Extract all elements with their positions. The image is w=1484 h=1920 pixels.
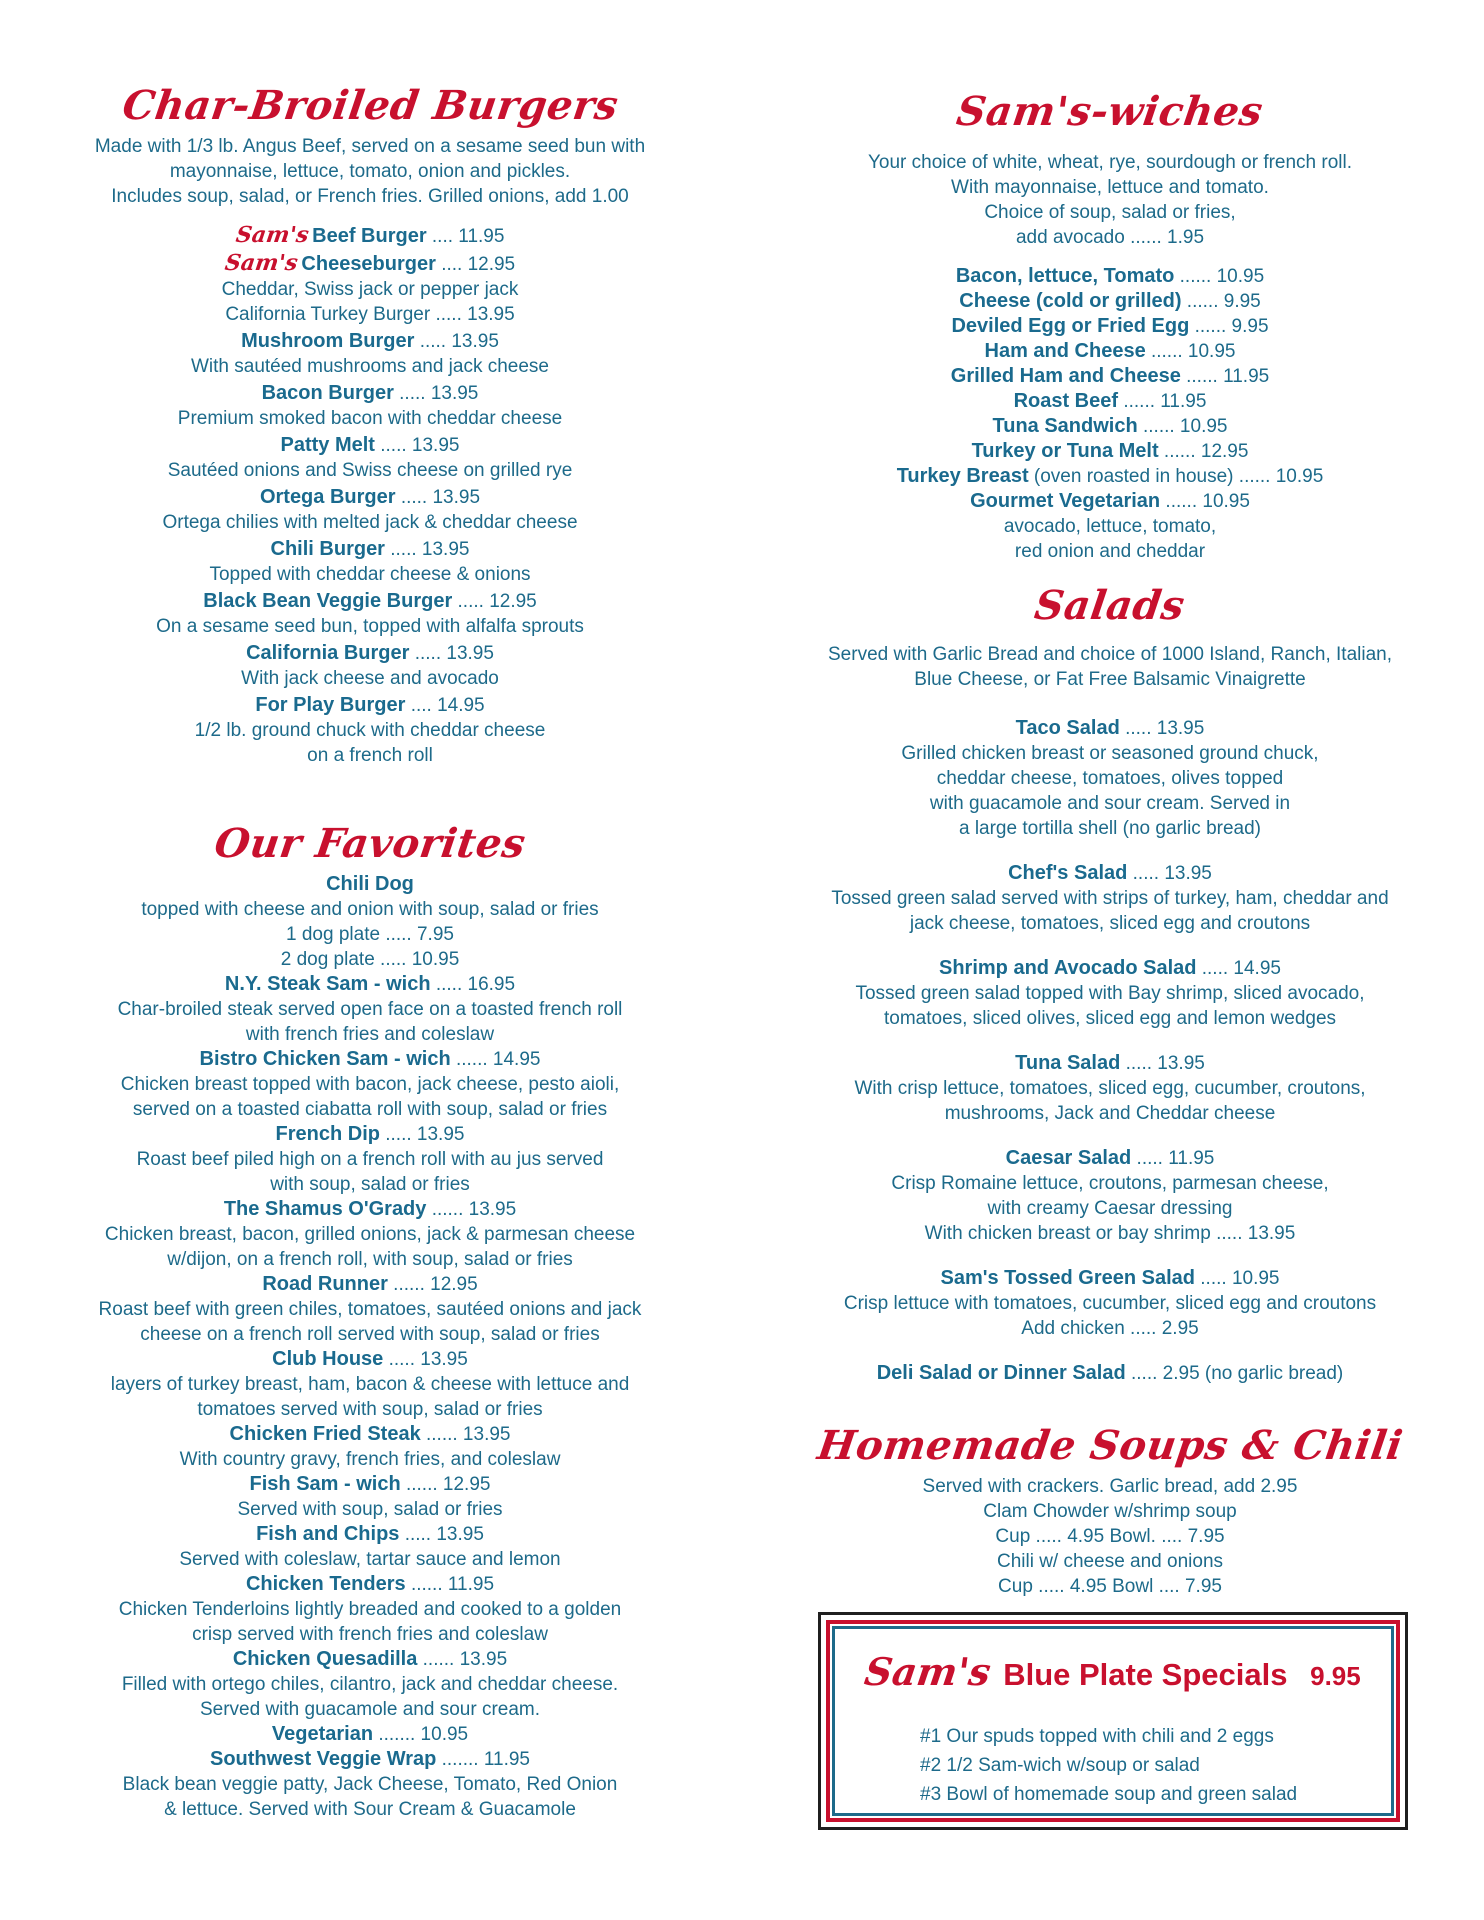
salads-list	[800, 716, 1420, 1406]
menu-item-description: crisp served with french fries and coleslaw	[192, 1624, 548, 1645]
menu-item-price: ..... 13.95	[1125, 1053, 1205, 1074]
menu-item-heading	[800, 464, 1420, 489]
specials-item: #1 Our spuds topped with chili and 2 eggs	[920, 1726, 1274, 1747]
menu-item-heading	[800, 1051, 1420, 1076]
menu-item-heading	[70, 223, 670, 249]
left-column	[70, 84, 670, 1822]
menu-item-price: ...... 14.95	[455, 1049, 541, 1070]
menu-item-description: topped with cheese and onion with soup, salad or fries	[141, 899, 599, 920]
menu-item	[800, 1146, 1420, 1266]
menu-item-price: ..... 11.95	[1136, 1148, 1215, 1169]
menu-item-price: ...... 13.95	[425, 1424, 511, 1445]
menu-item	[70, 381, 670, 433]
menu-item	[70, 1572, 670, 1647]
menu-item-name: Club House	[272, 1348, 384, 1370]
samwiches-intro-line: add avocado ...... 1.95	[1015, 227, 1205, 248]
menu-item	[800, 956, 1420, 1051]
soups-line: Clam Chowder w/shrimp soup	[983, 1501, 1237, 1522]
menu-item-heading	[800, 1266, 1420, 1291]
menu-item-price: ...... 11.95	[1186, 366, 1270, 387]
samwiches-intro-line: With mayonnaise, lettuce and tomato.	[951, 177, 1269, 198]
menu-item	[70, 972, 670, 1047]
menu-item-heading	[70, 1472, 670, 1497]
menu-item-price: ...... 9.95	[1194, 316, 1269, 337]
soups-section	[800, 1424, 1420, 1599]
menu-item-description: Crisp lettuce with tomatoes, cucumber, sliced egg and croutons	[843, 1293, 1377, 1314]
menu-item	[800, 1266, 1420, 1361]
menu-item-description: Sautéed onions and Swiss cheese on grilled rye	[167, 460, 573, 481]
menu-item-heading	[800, 314, 1420, 339]
samwiches-intro-line: Your choice of white, wheat, rye, sourdough or french roll.	[867, 152, 1353, 173]
menu-item-description: tomatoes, sliced olives, sliced egg and lemon wedges	[883, 1008, 1337, 1029]
menu-item-description: tomatoes served with soup, salad or fries	[197, 1399, 543, 1420]
menu-item	[800, 439, 1420, 464]
menu-item	[800, 264, 1420, 289]
menu-item-heading	[800, 414, 1420, 439]
menu-item-description: with creamy Caesar dressing	[987, 1198, 1233, 1219]
menu-item-heading	[70, 972, 670, 997]
menu-item-name: Bacon Burger	[261, 382, 394, 404]
burgers-intro-line: Made with 1/3 lb. Angus Beef, served on a sesame seed bun with	[94, 136, 646, 157]
favorites-list	[70, 872, 670, 1822]
menu-item	[70, 1347, 670, 1422]
menu-item	[70, 1722, 670, 1747]
menu-item-description: Roast beef piled high on a french roll with au jus served	[136, 1149, 604, 1170]
favorites-section	[70, 822, 670, 1822]
menu-item	[70, 1422, 670, 1472]
menu-item-price: ....... 10.95	[378, 1724, 469, 1745]
menu-item	[800, 1361, 1420, 1406]
menu-item-description: With sautéed mushrooms and jack cheese	[190, 356, 549, 377]
soups-line: Served with crackers. Garlic bread, add 2.95	[922, 1476, 1298, 1497]
menu-item-heading	[70, 381, 670, 406]
menu-item-description: mushrooms, Jack and Cheddar cheese	[944, 1103, 1276, 1124]
menu-item-price: (oven roasted in house) ...... 10.95	[1033, 466, 1324, 487]
menu-item-name: Beef Burger	[312, 225, 427, 247]
menu-item	[70, 1472, 670, 1522]
menu-item-price: ...... 10.95	[1142, 416, 1228, 437]
menu-item-description: avocado, lettuce, tomato,	[1003, 516, 1217, 537]
menu-item-price: .... 12.95	[441, 254, 516, 275]
menu-item-heading	[800, 439, 1420, 464]
menu-item-name: Fish and Chips	[256, 1523, 400, 1545]
menu-item-price: ..... 13.95	[385, 1124, 465, 1145]
menu-item-description: w/dijon, on a french roll, with soup, salad or fries	[167, 1249, 573, 1270]
specials-heading	[830, 1649, 1396, 1696]
menu-item-description: With country gravy, french fries, and coleslaw	[179, 1449, 561, 1470]
menu-item-heading	[70, 1522, 670, 1547]
menu-item-name: Cheeseburger	[301, 253, 436, 275]
menu-item-name: Roast Beef	[1013, 390, 1119, 412]
menu-item-heading	[800, 1361, 1420, 1386]
menu-item	[70, 485, 670, 537]
menu-item-brand: Sam's	[233, 222, 311, 248]
menu-item-description: Served with guacamole and sour cream.	[199, 1699, 541, 1720]
menu-item-name: Chicken Fried Steak	[229, 1423, 421, 1445]
menu-item-name: Deviled Egg or Fried Egg	[951, 315, 1190, 337]
menu-item-description: red onion and cheddar	[1014, 541, 1206, 562]
menu-item-description: Filled with ortego chiles, cilantro, jack and cheddar cheese.	[121, 1674, 619, 1695]
menu-item-name: The Shamus O'Grady	[223, 1198, 427, 1220]
menu-item-name: Shrimp and Avocado Salad	[939, 957, 1197, 979]
menu-item-name: N.Y. Steak Sam - wich	[224, 973, 431, 995]
menu-item-description: layers of turkey breast, ham, bacon & cheese with lettuce and	[110, 1374, 630, 1395]
soups-line: Cup ..... 4.95 Bowl .... 7.95	[998, 1576, 1222, 1597]
menu-item-heading	[800, 364, 1420, 389]
menu-item-price: ..... 13.95	[1132, 863, 1212, 884]
menu-item-heading	[70, 537, 670, 562]
menu-item-price: ...... 12.95	[405, 1474, 491, 1495]
menu-item-description: With chicken breast or bay shrimp ..... 13.95	[924, 1223, 1296, 1244]
menu-item-price: ...... 11.95	[1123, 391, 1207, 412]
menu-item-heading	[70, 641, 670, 666]
menu-item-description: With crisp lettuce, tomatoes, sliced egg, cucumber, croutons,	[854, 1078, 1366, 1099]
menu-item-heading	[70, 1347, 670, 1372]
menu-item-name: Bistro Chicken Sam - wich	[199, 1048, 451, 1070]
menu-item-description: cheddar cheese, tomatoes, olives topped	[936, 768, 1284, 789]
menu-item-name: Grilled Ham and Cheese	[950, 365, 1181, 387]
menu-item-heading	[70, 329, 670, 354]
menu-item-name: Bacon, lettuce, Tomato	[955, 265, 1175, 287]
specials-item: #2 1/2 Sam-wich w/soup or salad	[920, 1755, 1200, 1776]
menu-item-price: .... 14.95	[410, 695, 485, 716]
menu-item-price: ....... 11.95	[441, 1749, 530, 1770]
menu-item-name: Fish Sam - wich	[249, 1473, 401, 1495]
favorites-title: Our Favorites	[211, 820, 529, 867]
menu-item-description: Crisp Romaine lettuce, croutons, parmesan cheese,	[891, 1173, 1329, 1194]
menu-item-description: Cheddar, Swiss jack or pepper jack	[221, 279, 519, 300]
menu-item-heading	[70, 1272, 670, 1297]
samwiches-list	[800, 264, 1420, 564]
soups-line: Cup ..... 4.95 Bowl. .... 7.95	[995, 1526, 1225, 1547]
menu-item-price: ...... 9.95	[1186, 291, 1261, 312]
menu-item-description: Served with coleslaw, tartar sauce and lemon	[179, 1549, 561, 1570]
menu-item-description: Chicken breast, bacon, grilled onions, jack & parmesan cheese	[104, 1224, 636, 1245]
menu-item	[70, 1747, 670, 1822]
menu-item-price: .... 11.95	[431, 226, 505, 247]
soups-title: Homemade Soups & Chili	[814, 1422, 1406, 1469]
menu-item-name: Chicken Quesadilla	[232, 1648, 418, 1670]
menu-item-price: ..... 13.95	[414, 643, 494, 664]
menu-item-name: Mushroom Burger	[241, 330, 415, 352]
menu-item-name: Southwest Veggie Wrap	[210, 1748, 437, 1770]
samwiches-title: Sam's-wiches	[954, 88, 1267, 135]
menu-item-price: ..... 13.95	[390, 539, 470, 560]
menu-item	[70, 329, 670, 381]
menu-item-price: ..... 13.95	[380, 435, 460, 456]
salads-intro-line: Served with Garlic Bread and choice of 1000 Island, Ranch, Italian,	[828, 644, 1392, 665]
menu-item-heading	[70, 1572, 670, 1597]
menu-item-description: On a sesame seed bun, topped with alfalfa sprouts	[156, 616, 584, 637]
menu-item-heading	[70, 433, 670, 458]
menu-item-heading	[70, 589, 670, 614]
menu-item-price: ...... 10.95	[1179, 266, 1265, 287]
menu-item	[70, 1522, 670, 1572]
menu-item-description: Roast beef with green chiles, tomatoes, sautéed onions and jack	[98, 1299, 642, 1320]
menu-item-name: Cheese (cold or grilled)	[959, 290, 1182, 312]
menu-item-heading	[800, 389, 1420, 414]
menu-item-description: cheese on a french roll served with soup, salad or fries	[140, 1324, 600, 1345]
menu-item-name: Gourmet Vegetarian	[970, 490, 1161, 512]
menu-item-description: Ortega chilies with melted jack & cheddar cheese	[162, 512, 578, 533]
menu-item-description: Tossed green salad served with strips of turkey, ham, cheddar and	[831, 888, 1389, 909]
menu-item-heading	[70, 1197, 670, 1222]
burgers-section	[70, 84, 670, 770]
soups-line: Chili w/ cheese and onions	[996, 1551, 1224, 1572]
menu-item-name: For Play Burger	[255, 694, 406, 716]
menu-item-name: Chili Dog	[326, 873, 414, 895]
menu-item-price: ..... 14.95	[1201, 958, 1281, 979]
menu-item-price: ...... 12.95	[1163, 441, 1249, 462]
menu-item-price: ..... 13.95	[399, 383, 479, 404]
menu-item-description: with french fries and coleslaw	[245, 1024, 495, 1045]
burgers-list	[70, 223, 670, 770]
menu-item-heading	[70, 485, 670, 510]
menu-item-price: ..... 12.95	[457, 591, 537, 612]
samwiches-intro-line: Choice of soup, salad or fries,	[984, 202, 1236, 223]
menu-item-name: California Burger	[246, 642, 410, 664]
salads-intro-line: Blue Cheese, or Fat Free Balsamic Vinaigrette	[914, 669, 1306, 690]
menu-item-heading	[800, 1146, 1420, 1171]
menu-item-price: ...... 13.95	[431, 1199, 517, 1220]
menu-item-description: Tossed green salad topped with Bay shrimp, sliced avocado,	[855, 983, 1365, 1004]
menu-item	[70, 1197, 670, 1272]
menu-item-price: ..... 10.95	[1200, 1268, 1280, 1289]
menu-item	[70, 641, 670, 693]
salads-title: Salads	[1032, 582, 1189, 629]
menu-item	[70, 693, 670, 770]
menu-item	[70, 872, 670, 972]
menu-item-heading	[70, 1122, 670, 1147]
menu-item	[800, 314, 1420, 339]
menu-item	[800, 414, 1420, 439]
menu-item-name: Caesar Salad	[1005, 1147, 1132, 1169]
menu-item	[70, 433, 670, 485]
specials-item: #3 Bowl of homemade soup and green salad	[920, 1784, 1298, 1805]
menu-item-heading	[70, 872, 670, 897]
menu-item-price: ...... 10.95	[1150, 341, 1236, 362]
menu-item-name: French Dip	[275, 1123, 380, 1145]
menu-item-description: & lettuce. Served with Sour Cream & Guacamole	[164, 1799, 576, 1820]
menu-item-name: Ortega Burger	[259, 486, 396, 508]
menu-item-heading	[70, 1047, 670, 1072]
blue-plate-specials-inner	[826, 1620, 1400, 1822]
menu-item-heading	[800, 289, 1420, 314]
burgers-title: Char-Broiled Burgers	[119, 82, 621, 129]
menu-item-description: California Turkey Burger ..... 13.95	[225, 304, 515, 325]
menu-item-price: ..... 13.95	[400, 487, 481, 508]
blue-plate-specials-box	[818, 1612, 1408, 1830]
menu-item	[800, 389, 1420, 414]
menu-item	[70, 223, 670, 251]
menu-item	[800, 364, 1420, 389]
menu-item-description: served on a toasted ciabatta roll with soup, salad or fries	[132, 1099, 608, 1120]
right-column	[800, 90, 1420, 1599]
menu-item-name: Chicken Tenders	[245, 1573, 406, 1595]
menu-item-heading	[70, 1422, 670, 1447]
menu-item	[70, 1047, 670, 1122]
menu-item-price: ..... 13.95	[388, 1349, 468, 1370]
menu-item	[800, 1051, 1420, 1146]
specials-price: 9.95	[1310, 1661, 1361, 1691]
menu-item-name: Tuna Sandwich	[992, 415, 1138, 437]
menu-item-heading	[70, 1722, 670, 1747]
menu-item-price: ...... 11.95	[410, 1574, 495, 1595]
menu-item	[800, 861, 1420, 956]
menu-item-price: ..... 13.95	[404, 1524, 484, 1545]
menu-item	[800, 339, 1420, 364]
menu-item-description: with guacamole and sour cream. Served in	[929, 793, 1291, 814]
menu-item	[70, 589, 670, 641]
menu-item-name: Vegetarian	[271, 1723, 374, 1745]
menu-item-description: With jack cheese and avocado	[241, 668, 499, 689]
burgers-intro-line: mayonnaise, lettuce, tomato, onion and pickles.	[169, 161, 571, 182]
menu-item-description: Char-broiled steak served open face on a toasted french roll	[117, 999, 623, 1020]
menu-item-price: ...... 10.95	[1165, 491, 1250, 512]
menu-item-price: ...... 13.95	[422, 1649, 508, 1670]
menu-item-name: Chef's Salad	[1008, 862, 1128, 884]
menu-item-heading	[70, 1647, 670, 1672]
menu-item	[800, 464, 1420, 489]
menu-item	[800, 289, 1420, 314]
menu-item-heading	[800, 956, 1420, 981]
menu-item	[800, 489, 1420, 564]
menu-item-description: jack cheese, tomatoes, sliced egg and croutons	[909, 913, 1311, 934]
menu-item-price: ..... 13.95	[1125, 718, 1205, 739]
menu-item-heading	[800, 339, 1420, 364]
menu-item-description: 1 dog plate ..... 7.95	[286, 924, 454, 945]
menu-item	[70, 537, 670, 589]
menu-item-price: ..... 16.95	[435, 974, 516, 995]
menu-item-name: Sam's Tossed Green Salad	[940, 1267, 1195, 1289]
menu-item-name: Taco Salad	[1015, 717, 1120, 739]
burgers-intro-line: Includes soup, salad, or French fries. Grilled onions, add 1.00	[111, 186, 629, 207]
menu-item-description: with soup, salad or fries	[270, 1174, 470, 1195]
menu-item	[800, 716, 1420, 861]
menu-item-description: 1/2 lb. ground chuck with cheddar cheese	[194, 720, 546, 741]
menu-item-description: Topped with cheddar cheese & onions	[209, 564, 531, 585]
menu-item	[70, 251, 670, 329]
menu-item-name: Tuna Salad	[1015, 1052, 1121, 1074]
menu-item-description: Served with soup, salad or fries	[237, 1499, 503, 1520]
menu-item-heading	[800, 861, 1420, 886]
specials-brand: Sam's	[862, 1649, 994, 1694]
menu-item	[70, 1122, 670, 1197]
salads-section	[800, 584, 1420, 1406]
menu-item-description: Premium smoked bacon with cheddar cheese	[177, 408, 563, 429]
menu-item-description: a large tortilla shell (no garlic bread)	[958, 818, 1262, 839]
menu-item-name: Black Bean Veggie Burger	[203, 590, 453, 612]
menu-item-heading	[800, 716, 1420, 741]
menu-item-description: 2 dog plate ..... 10.95	[280, 949, 460, 970]
menu-item-price: ..... 2.95 (no garlic bread)	[1130, 1363, 1344, 1384]
menu-item-brand: Sam's	[223, 250, 300, 276]
menu-item	[70, 1647, 670, 1722]
menu-item-name: Road Runner	[262, 1273, 388, 1295]
menu-item-description: Chicken breast topped with bacon, jack cheese, pesto aioli,	[120, 1074, 620, 1095]
menu-item-description: Grilled chicken breast or seasoned ground chuck,	[901, 743, 1319, 764]
samwiches-section	[800, 90, 1420, 564]
menu-item-description: Black bean veggie patty, Jack Cheese, Tomato, Red Onion	[122, 1774, 618, 1795]
menu-item-heading	[70, 251, 670, 277]
menu-item-name: Chili Burger	[270, 538, 385, 560]
menu-item-name: Patty Melt	[280, 434, 375, 456]
specials-title: Blue Plate Specials	[1003, 1657, 1288, 1692]
menu-item-description: on a french roll	[307, 745, 433, 766]
menu-item-name: Ham and Cheese	[984, 340, 1146, 362]
menu-item-name: Deli Salad or Dinner Salad	[876, 1362, 1126, 1384]
menu-item-heading	[70, 1747, 670, 1772]
menu-item-name: Turkey Breast	[896, 465, 1029, 487]
menu-item	[70, 1272, 670, 1347]
menu-item-heading	[800, 489, 1420, 514]
specials-list	[830, 1722, 1396, 1809]
menu-item-heading	[70, 693, 670, 718]
menu-item-description: Chicken Tenderloins lightly breaded and cooked to a golden	[118, 1599, 622, 1620]
menu-item-heading	[800, 264, 1420, 289]
menu-item-price: ...... 12.95	[393, 1274, 478, 1295]
menu-item-price: ..... 13.95	[419, 331, 499, 352]
menu-item-description: Add chicken ..... 2.95	[1021, 1318, 1199, 1339]
menu-item-name: Turkey or Tuna Melt	[971, 440, 1159, 462]
